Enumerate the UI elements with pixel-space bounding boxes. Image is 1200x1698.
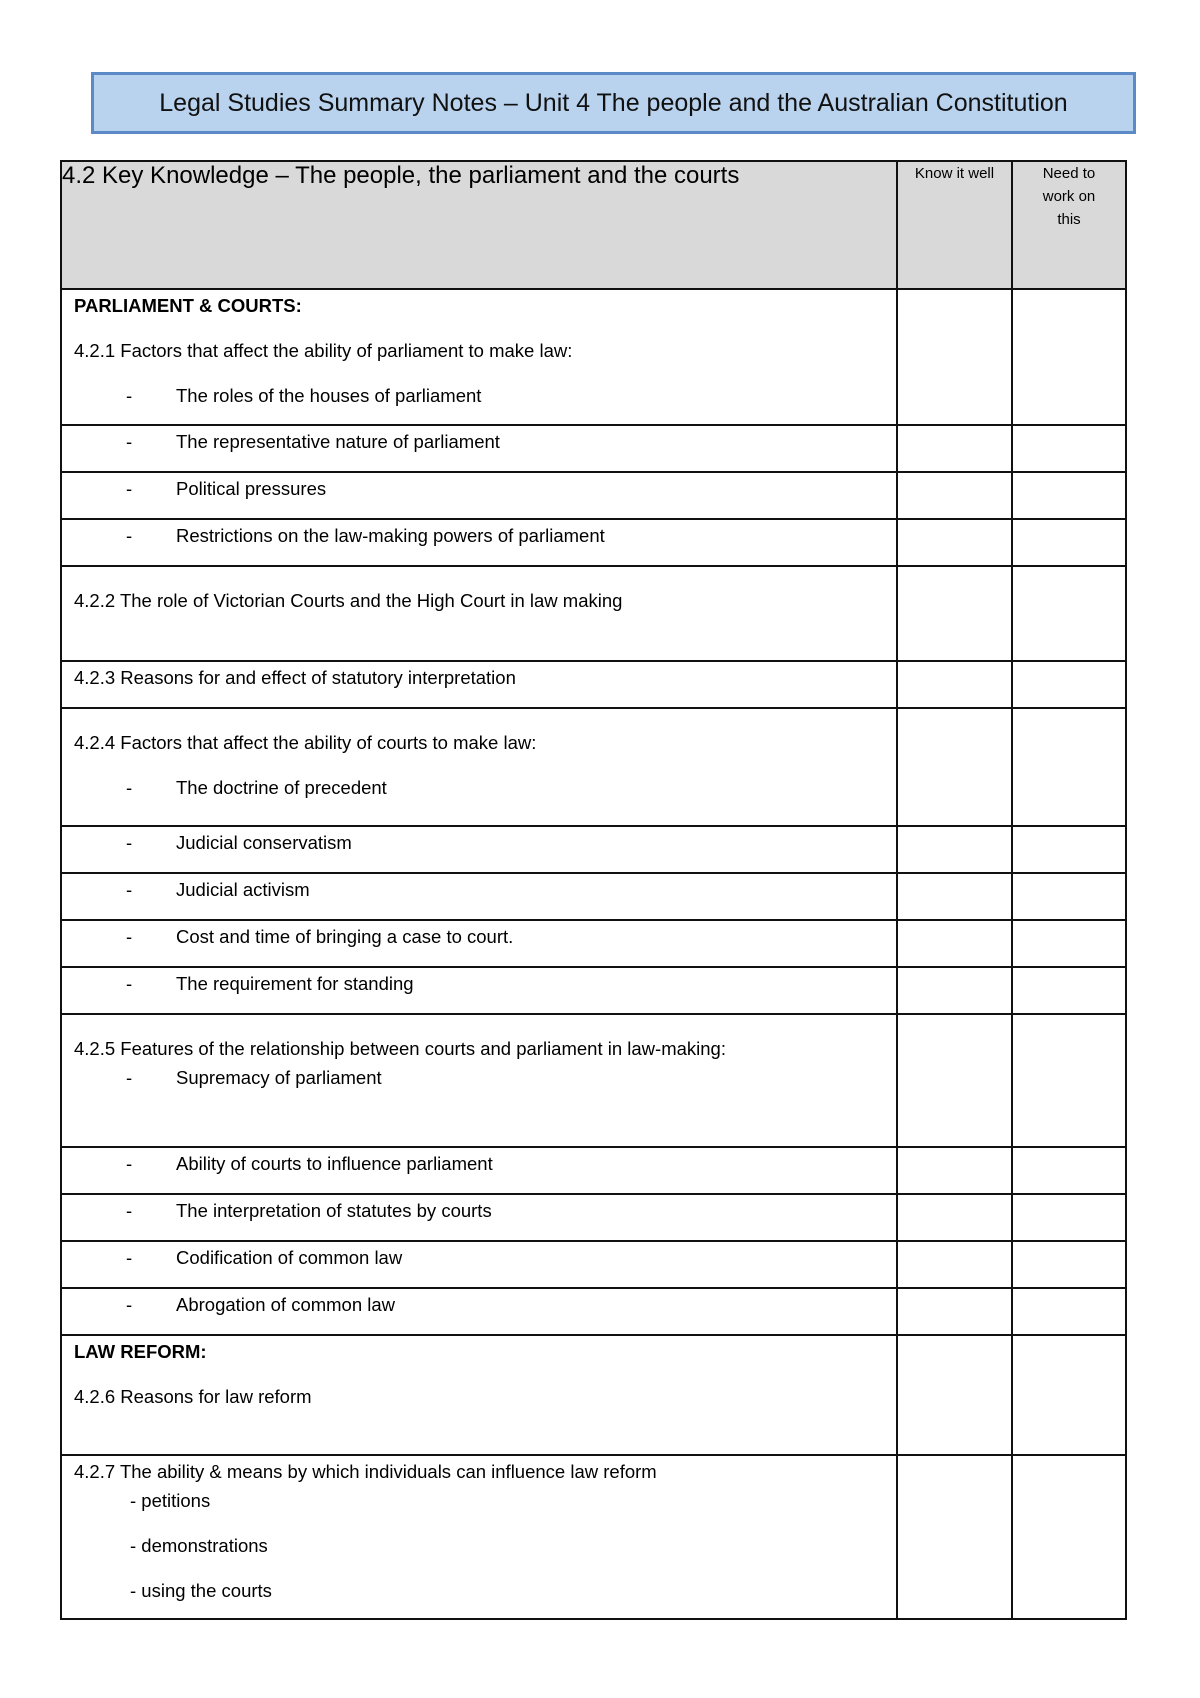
know-it-well-checkbox[interactable] [897,1288,1012,1335]
list-item: - using the courts [130,1580,272,1601]
table-row [61,289,1126,425]
bullet-dash: - [126,1153,133,1174]
list-item: The interpretation of statutes by courts [176,1200,492,1221]
need-line-1: Need to [1042,165,1096,182]
list-item: The doctrine of precedent [176,777,387,798]
bullet-dash: - [126,1247,133,1268]
column-header-know-it-well: Know it well [897,161,1012,289]
topic-4-2-3: 4.2.3 Reasons for and effect of statutory interpretation [74,667,516,688]
bullet-dash: - [126,879,133,900]
table-header-title: 4.2 Key Knowledge – The people, the parliament and the courts [61,161,897,289]
need-to-work-on-checkbox[interactable] [1012,708,1126,826]
table-row [61,1455,1126,1619]
table-row [61,519,1126,566]
know-it-well-checkbox[interactable] [897,1335,1012,1455]
know-it-well-checkbox[interactable] [897,1014,1012,1147]
topic-4-2-6: 4.2.6 Reasons for law reform [74,1386,312,1407]
list-item: Codification of common law [176,1247,403,1268]
list-item: Cost and time of bringing a case to court. [176,926,514,947]
bullet-dash: - [126,1200,133,1221]
topic-4-2-1: 4.2.1 Factors that affect the ability of parliament to make law: [74,340,573,361]
column-header-need-to-work-on [1012,161,1126,289]
bullet-dash: - [126,525,133,546]
bullet-dash: - [126,973,133,994]
key-knowledge-table [60,160,1127,1620]
need-to-work-on-checkbox[interactable] [1012,1194,1126,1241]
know-it-well-checkbox[interactable] [897,519,1012,566]
document-title: Legal Studies Summary Notes – Unit 4 The people and the Australian Constitution [91,72,1136,134]
bullet-dash: - [126,385,133,406]
topic-4-2-7: 4.2.7 The ability & means by which individuals can influence law reform [74,1461,657,1482]
bullet-dash: - [126,926,133,947]
topic-4-2-2: 4.2.2 The role of Victorian Courts and the High Court in law making [74,590,623,611]
bullet-dash: - [126,1067,133,1088]
know-it-well-checkbox[interactable] [897,708,1012,826]
bullet-dash: - [126,431,133,452]
table-row [61,472,1126,519]
bullet-dash: - [126,832,133,853]
need-to-work-on-checkbox[interactable] [1012,826,1126,873]
list-item: The representative nature of parliament [176,431,500,452]
list-item: Restrictions on the law-making powers of parliament [176,525,605,546]
need-to-work-on-checkbox[interactable] [1012,566,1126,661]
table-row [61,1288,1126,1335]
need-to-work-on-checkbox[interactable] [1012,661,1126,708]
table-row [61,1335,1126,1455]
table-row [61,566,1126,661]
need-to-work-on-checkbox[interactable] [1012,1288,1126,1335]
bullet-dash: - [126,478,133,499]
know-it-well-checkbox[interactable] [897,1455,1012,1619]
section-heading-parliament-courts: PARLIAMENT & COURTS: [74,295,302,316]
table-row [61,708,1126,826]
table-row [61,1241,1126,1288]
need-line-3: this [1057,211,1081,228]
know-it-well-checkbox[interactable] [897,289,1012,425]
know-it-well-checkbox[interactable] [897,1241,1012,1288]
table-row [61,920,1126,967]
table-row [61,967,1126,1014]
bullet-dash: - [126,1294,133,1315]
list-item: Political pressures [176,478,327,499]
know-it-well-checkbox[interactable] [897,967,1012,1014]
need-to-work-on-checkbox[interactable] [1012,425,1126,472]
bullet-dash: - [126,777,133,798]
list-item: - petitions [130,1490,211,1511]
table-row [61,873,1126,920]
need-to-work-on-checkbox[interactable] [1012,1335,1126,1455]
table-row [61,1014,1126,1147]
need-to-work-on-checkbox[interactable] [1012,519,1126,566]
list-item: Ability of courts to influence parliament [176,1153,493,1174]
need-to-work-on-checkbox[interactable] [1012,873,1126,920]
know-it-well-checkbox[interactable] [897,566,1012,661]
table-row [61,1147,1126,1194]
table-row [61,661,1126,708]
list-item: Supremacy of parliament [176,1067,382,1088]
need-to-work-on-checkbox[interactable] [1012,472,1126,519]
know-it-well-checkbox[interactable] [897,826,1012,873]
list-item: Judicial activism [176,879,310,900]
need-to-work-on-checkbox[interactable] [1012,1147,1126,1194]
know-it-well-checkbox[interactable] [897,472,1012,519]
list-item: Judicial conservatism [176,832,352,853]
need-to-work-on-checkbox[interactable] [1012,1241,1126,1288]
topic-4-2-4: 4.2.4 Factors that affect the ability of courts to make law: [74,732,537,753]
know-it-well-checkbox[interactable] [897,873,1012,920]
list-item: Abrogation of common law [176,1294,396,1315]
table-row [61,826,1126,873]
table-row [61,425,1126,472]
topic-4-2-5: 4.2.5 Features of the relationship between courts and parliament in law-making: [74,1038,726,1059]
row-content [61,289,897,425]
list-item: The requirement for standing [176,973,414,994]
need-line-2: work on [1042,188,1096,205]
table-row [61,1194,1126,1241]
list-item: The roles of the houses of parliament [176,385,482,406]
know-it-well-checkbox[interactable] [897,661,1012,708]
know-it-well-checkbox[interactable] [897,1194,1012,1241]
know-it-well-checkbox[interactable] [897,425,1012,472]
table-header-row [61,161,1126,289]
need-to-work-on-checkbox[interactable] [1012,1014,1126,1147]
know-it-well-checkbox[interactable] [897,920,1012,967]
need-to-work-on-checkbox[interactable] [1012,289,1126,425]
need-to-work-on-checkbox[interactable] [1012,920,1126,967]
section-heading-law-reform: LAW REFORM: [74,1341,207,1362]
need-to-work-on-checkbox[interactable] [1012,1455,1126,1619]
need-to-work-on-checkbox[interactable] [1012,967,1126,1014]
know-it-well-checkbox[interactable] [897,1147,1012,1194]
list-item: - demonstrations [130,1535,268,1556]
